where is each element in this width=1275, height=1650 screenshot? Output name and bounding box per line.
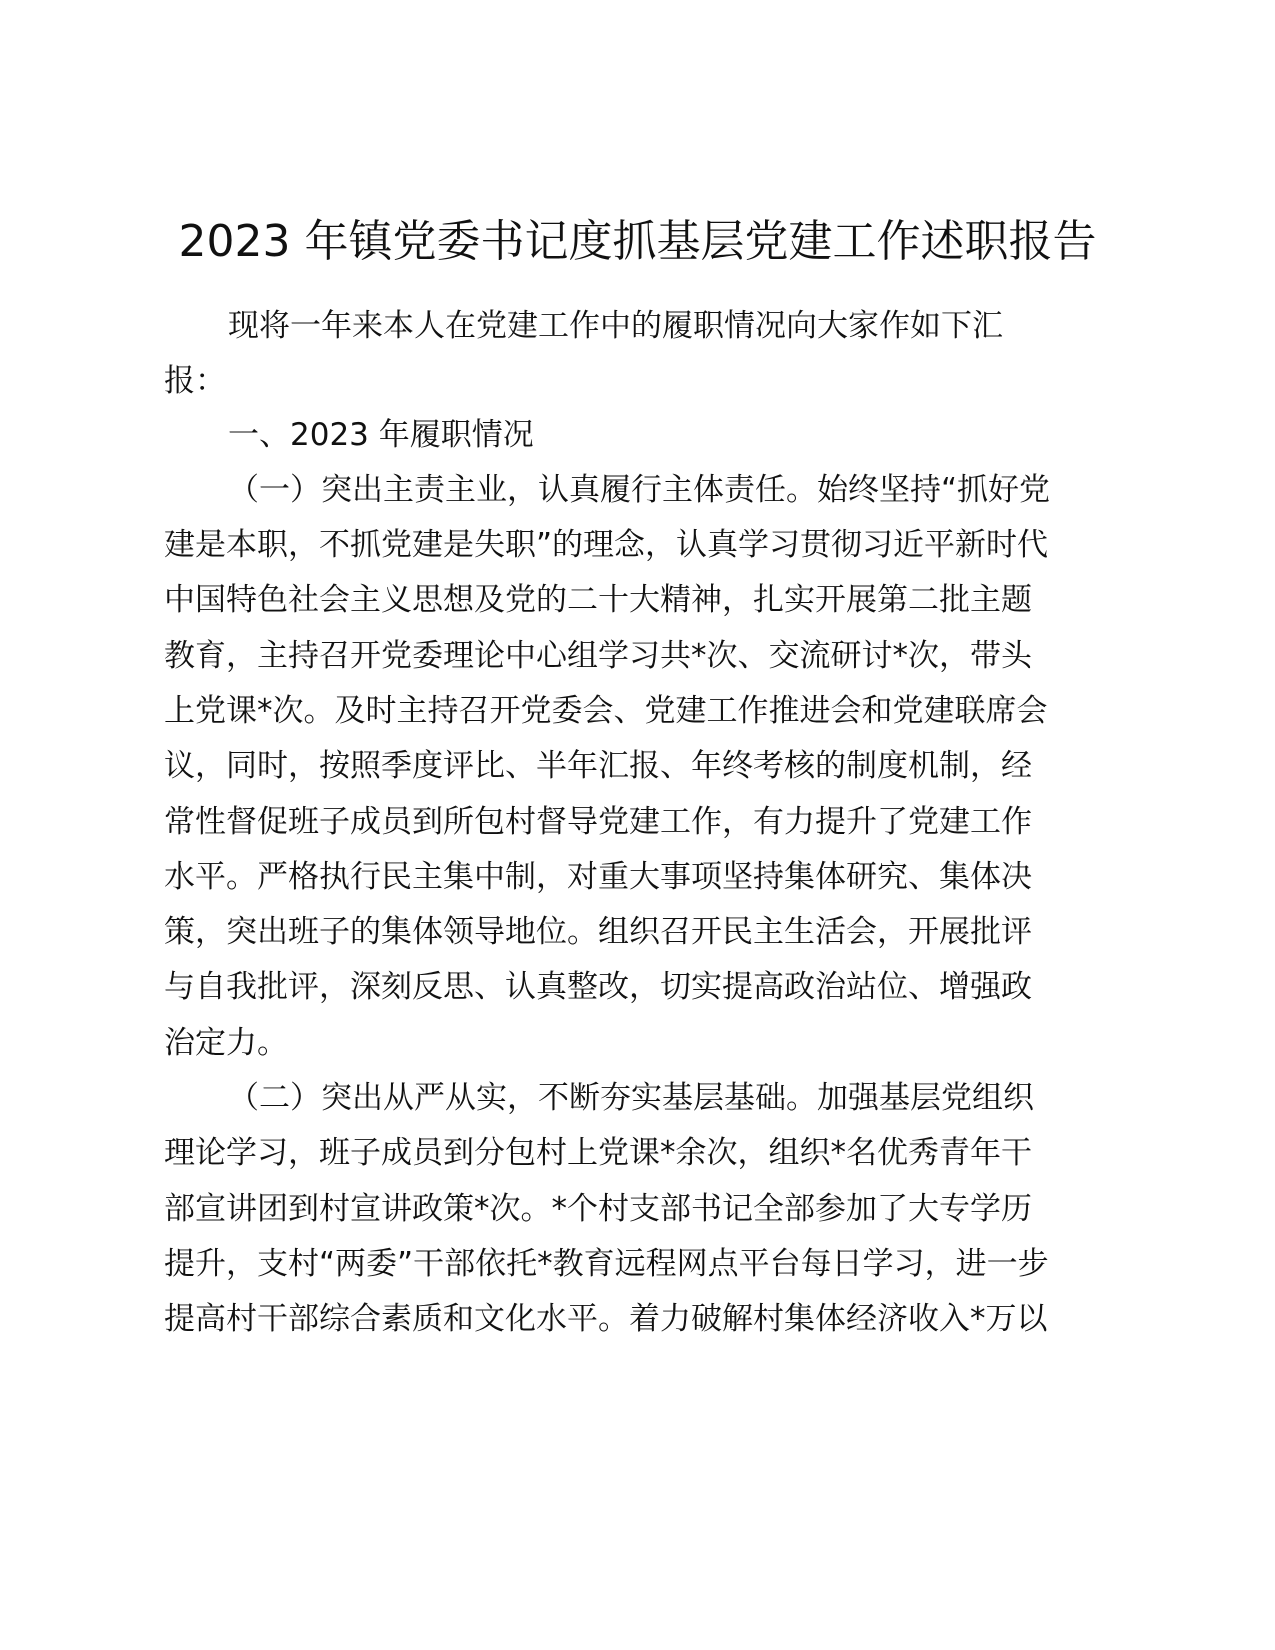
document-title: 2023 年镇党委书记度抓基层党建工作述职报告 <box>178 216 1097 267</box>
paragraph-line: 提高村干部综合素质和文化水平。着力破解村集体经济收入*万以 <box>164 1301 1048 1337</box>
paragraph-line: 常性督促班子成员到所包村督导党建工作，有力提升了党建工作 <box>164 804 1032 840</box>
paragraph-line: （一）突出主责主业，认真履行主体责任。始终坚持“抓好党 <box>228 472 1051 508</box>
section-heading: 一、2023 年履职情况 <box>228 417 534 453</box>
paragraph-line: 上党课*次。及时主持召开党委会、党建工作推进会和党建联席会 <box>164 693 1048 729</box>
paragraph-line: （二）突出从严从实，不断夯实基层基础。加强基层党组织 <box>228 1080 1034 1116</box>
paragraph-line: 教育，主持召开党委理论中心组学习共*次、交流研讨*次，带头 <box>164 638 1032 674</box>
paragraph-line: 中国特色社会主义思想及党的二十大精神，扎实开展第二批主题 <box>164 582 1032 618</box>
paragraph-line: 水平。严格执行民主集中制，对重大事项坚持集体研究、集体决 <box>164 859 1032 895</box>
paragraph-line: 策，突出班子的集体领导地位。组织召开民主生活会，开展批评 <box>164 914 1032 950</box>
paragraph-line: 现将一年来本人在党建工作中的履职情况向大家作如下汇 <box>228 308 1003 344</box>
paragraph-line: 报： <box>164 363 226 399</box>
paragraph-line: 部宣讲团到村宣讲政策*次。*个村支部书记全部参加了大专学历 <box>164 1191 1032 1227</box>
paragraph-line: 与自我批评，深刻反思、认真整改，切实提高政治站位、增强政 <box>164 969 1032 1005</box>
paragraph-line: 议，同时，按照季度评比、半年汇报、年终考核的制度机制，经 <box>164 748 1032 784</box>
paragraph-line: 治定力。 <box>164 1025 288 1061</box>
paragraph-line: 建是本职，不抓党建是失职”的理念，认真学习贯彻习近平新时代 <box>164 527 1049 563</box>
paragraph-line: 提升，支村“两委”干部依托*教育远程网点平台每日学习，进一步 <box>164 1246 1049 1282</box>
paragraph-line: 理论学习，班子成员到分包村上党课*余次，组织*名优秀青年干 <box>164 1135 1032 1171</box>
